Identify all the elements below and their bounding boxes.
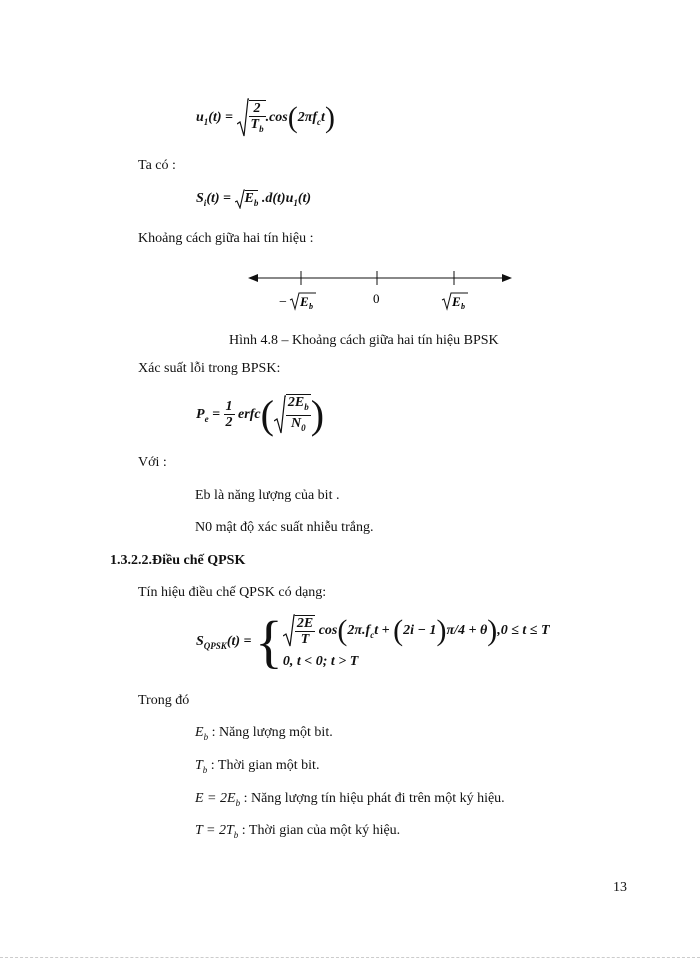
text-qpsk-form: Tín hiệu điều chế QPSK có dạng: [138, 585, 327, 600]
axis-label-left [279, 293, 316, 311]
def-eb: $E_b$ : Năng lượng một bit. [195, 725, 333, 742]
axis-label-center: 0 [373, 291, 380, 306]
text-eb-desc: Eb là năng lượng của bit . [195, 488, 340, 503]
axis-label-right [442, 293, 468, 311]
page-bottom-divider [0, 957, 700, 958]
text-khoang-cach: Khoảng cách giữa hai tín hiệu : [138, 231, 314, 246]
def-t: $T = 2T_b$ : Thời gian của một ký hiệu. [195, 823, 401, 840]
equation-pe: $P_e$ = $\frac{1}{2}$ erfc( $\frac{2E_b}{N_0}$ ) [196, 391, 325, 437]
number-line-figure [246, 266, 516, 318]
text-voi: Với : [138, 455, 167, 470]
text-n0-desc: N0 mật độ xác suất nhiễu trắng. [195, 520, 374, 535]
text-trong-do: Trong đó [138, 693, 190, 708]
equation-si: $S_i(t) = E_b$ $.d(t)u_1(t)$ [196, 191, 312, 209]
equation-sqpsk: $S_{QPSK}(t)$ = { $\frac{2E}{T}$ $\cos(2\pi.f_ct + (2i - 1)\pi/4 + \theta),0 \le t \le T$ 0, t < 0; t > T [196, 609, 550, 674]
text-ta-co: Ta có : [138, 158, 176, 173]
svg-text:b: b [461, 302, 465, 311]
svg-text:b: b [309, 302, 313, 311]
def-e: $E = 2E_b$ : Năng lượng tín hiệu phát đi trên một ký hiệu. [195, 791, 505, 808]
equation-u1: $u_1(t)$ = $\frac{2}{T_b}$ $.\cos(2\pi f_ct)$ [196, 98, 335, 138]
svg-text:−: − [279, 295, 287, 310]
figure-caption: Hình 4.8 – Khoảng cách giữa hai tín hiệu BPSK [229, 333, 499, 348]
svg-text:E: E [300, 294, 309, 309]
page-number: 13 [613, 880, 627, 895]
text-xac-suat: Xác suất lỗi trong BPSK: [138, 361, 281, 376]
svg-text:E: E [452, 294, 461, 309]
def-tb: $T_b$ : Thời gian một bit. [195, 758, 320, 775]
section-heading: 1.3.2.2.Điều chế QPSK [110, 553, 246, 568]
